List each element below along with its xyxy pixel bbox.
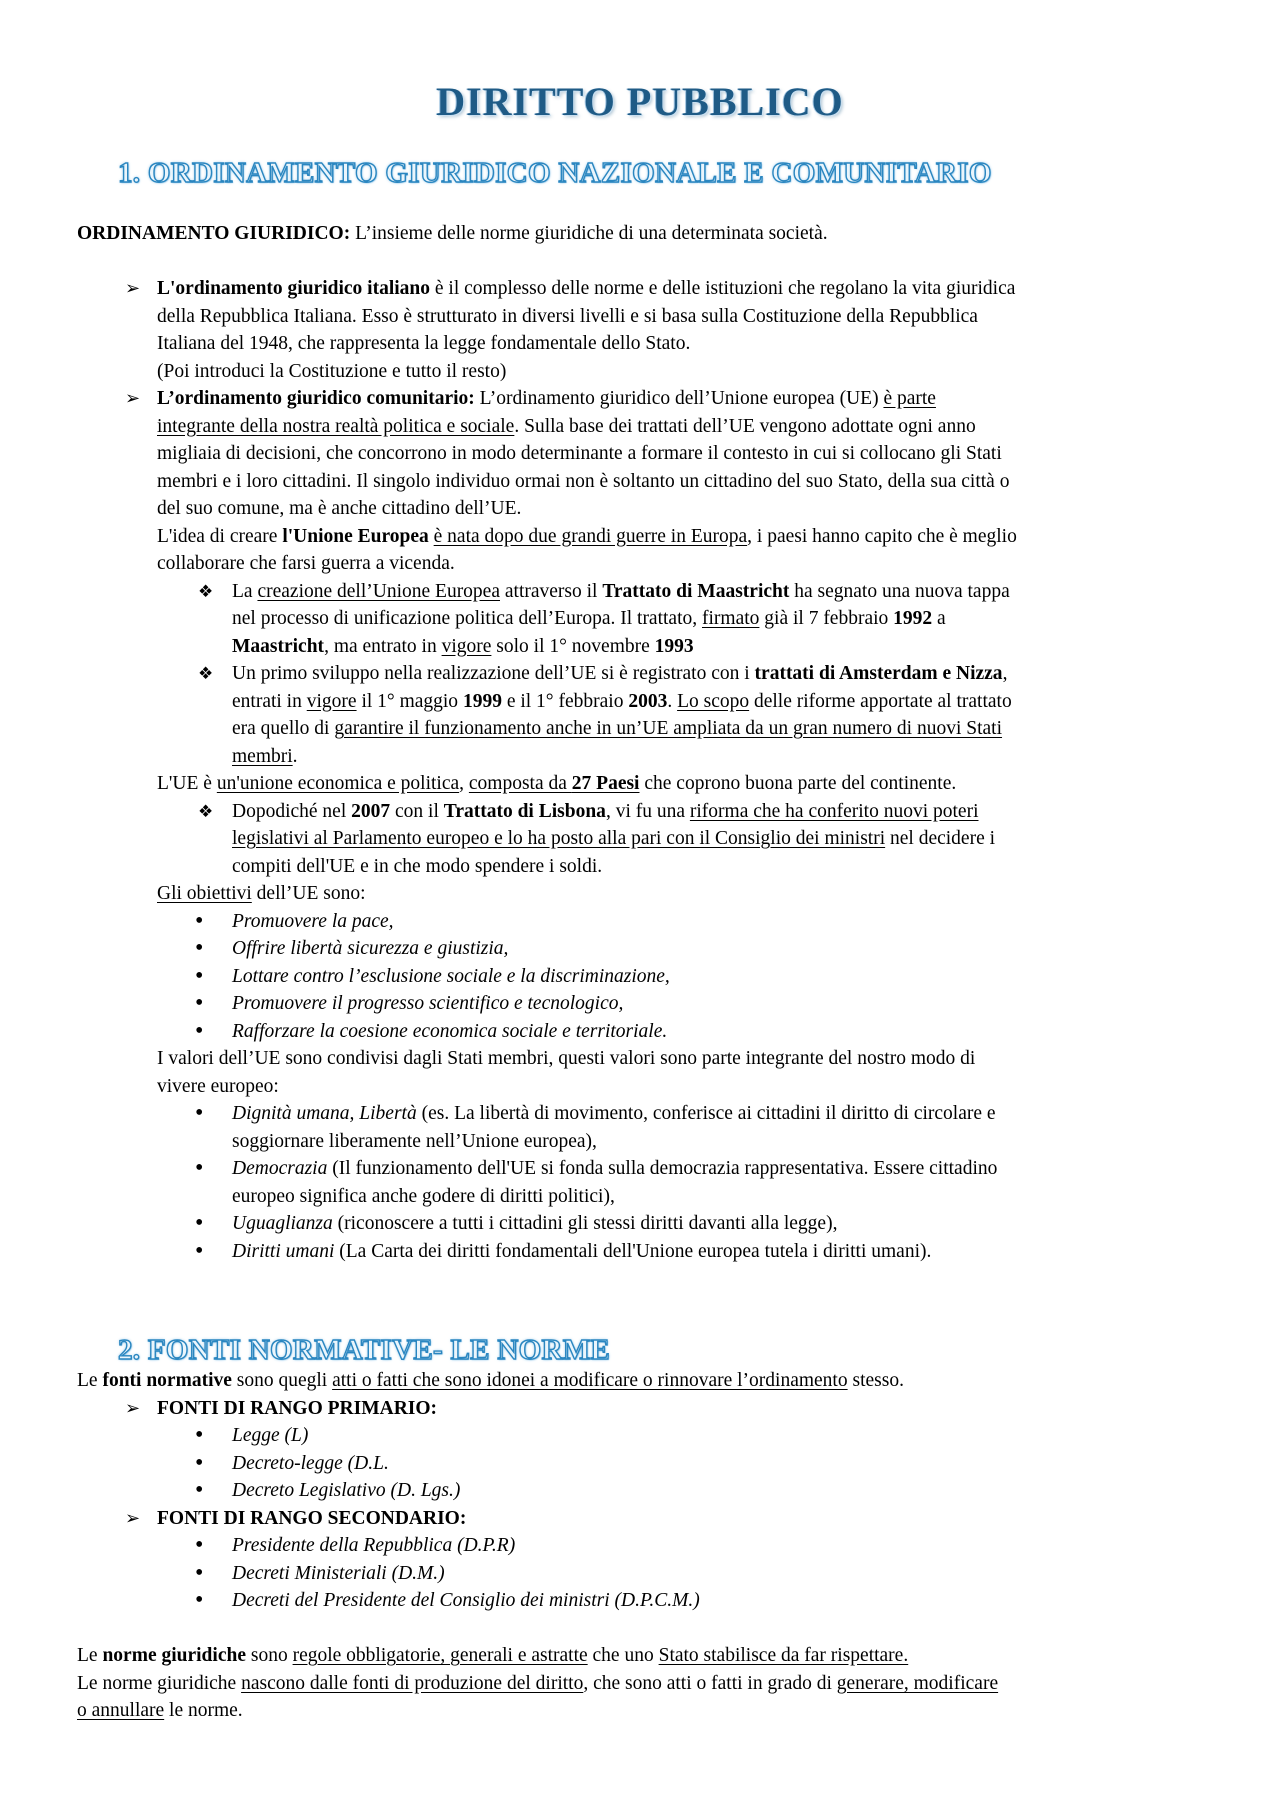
arrow-bullet-icon: ➢	[125, 388, 141, 408]
arrow-bullet-icon: ➢	[125, 1397, 141, 1418]
bullet-italian-order: ➢ L'ordinamento giuridico italiano è il complesso delle norme e delle istituzioni che regolano la vita giuridica	[77, 275, 1227, 303]
definition-line: ORDINAMENTO GIURIDICO: L’insieme delle norme giuridiche di una determinata società.	[77, 223, 828, 244]
primary-sources-label: ➢ FONTI DI RANGO PRIMARIO:	[77, 1395, 1227, 1423]
list-item: • Rafforzare la coesione economica sociale e territoriale.	[195, 1017, 668, 1044]
bullet-dot-icon: •	[195, 1559, 204, 1586]
bullet-amsterdam-nizza: ❖ Un primo sviluppo nella realizzazione dell’UE si è registrato con i trattati di Amsterdam e Nizza,	[77, 660, 1227, 688]
list-item: • Diritti umani (La Carta dei diritti fondamentali dell'Unione europea tutela i diritti umani).	[195, 1237, 932, 1264]
list-item: • Presidente della Repubblica (D.P.R)	[195, 1532, 516, 1558]
bullet-dot-icon: •	[195, 1017, 204, 1044]
bullet-maastricht: ❖ La creazione dell’Unione Europea attraverso il Trattato di Maastricht ha segnato una nuova tappa	[77, 578, 1227, 606]
list-item: • Decreti Ministeriali (D.M.)	[195, 1559, 445, 1586]
arrow-bullet-icon: ➢	[125, 278, 141, 298]
bullet-dot-icon: •	[195, 1210, 204, 1236]
bullet-dot-icon: •	[195, 1100, 204, 1126]
bullet-dot-icon: •	[195, 935, 204, 961]
list-item: • Decreto Legislativo (D. Lgs.)	[195, 1477, 461, 1503]
list-item: • Decreto-legge (D.L.	[195, 1449, 389, 1476]
list-item: • Promuovere la pace,	[195, 907, 394, 934]
list-item: • Decreti del Presidente del Consiglio dei ministri (D.P.C.M.)	[195, 1587, 700, 1613]
bullet-dot-icon: •	[195, 1477, 204, 1503]
bullet-dot-icon: •	[195, 1532, 204, 1558]
norms-definition: Le norme giuridiche sono regole obbligatorie, generali e astratte che uno Stato stabilisce da far rispettare.	[77, 1645, 909, 1666]
list-item: • Lottare contro l’esclusione sociale e la discriminazione,	[195, 962, 670, 989]
bullet-dot-icon: •	[195, 1422, 204, 1448]
objectives-intro: Gli obiettivi dell’UE sono:	[157, 883, 366, 904]
bullet-dot-icon: •	[195, 1237, 204, 1264]
bullet-dot-icon: •	[195, 962, 204, 989]
diamond-bullet-icon: ❖	[198, 664, 214, 683]
section-1-heading: 1. ORDINAMENTO GIURIDICO NAZIONALE E COMUNITARIO	[118, 157, 992, 189]
bullet-lisbona: ❖ Dopodiché nel 2007 con il Trattato di Lisbona, vi fu una riforma che ha conferito nuovi poteri	[77, 798, 1227, 826]
bullet-dot-icon: •	[195, 1449, 204, 1476]
bullet-community-order: ➢ L’ordinamento giuridico comunitario: L’ordinamento giuridico dell’Unione europea (UE) è parte	[77, 385, 1227, 413]
bullet-dot-icon: •	[195, 990, 204, 1016]
diamond-bullet-icon: ❖	[198, 801, 214, 821]
section-1-body: ORDINAMENTO GIURIDICO: L’insieme delle norme giuridiche di una determinata società. ➢ L'ordinamento giuridico italiano è il complesso delle norme e delle istituzioni che regolano la vita giuridica della Repubblica Italiana. Esso è strutturato in diversi livelli e si basa sulla Costituzione della Repubblica Italiana del 1948, che rappresenta la legge fondamentale dello Stato. (Poi introduci la Costituzione e tutto il resto) ➢ L’ordinamento giuridico comunitario: L’ordinamento giuridico dell’Unione europea (UE) è parte integrante della nostra realtà politica e sociale. Sulla base dei trattati dell’UE vengono adottate ogni anno migliaia di decisioni, che concorrono in modo determinante a formare il contesto in cui si collocano gli Stati membri e i loro cittadini. Il singolo individuo ormai non è soltanto un cittadino del suo Stato, della sua città o del suo comune, ma è anche cittadino dell’UE. L'idea di creare l'Unione Europea è nata dopo due grandi guerre in Europa, i paesi hanno capito che è meglio collaborare che farsi guerra a vicenda. ❖ La creazione dell’Unione Europea attraverso il Trattato di Maastricht ha segnato una nuova tappa nel processo di unificazione politica dell’Europa. Il trattato, firmato già il 7 febbraio 1992 a Maastricht, ma entrato in vigore solo il 1° novembre 1993 ❖ Un primo sviluppo nella realizzazione dell’UE si è registrato con i trattati di Amsterdam e Nizza, entrati in vigore il 1° maggio 1999 e il 1° febbraio 2003. Lo scopo delle riforme apportate al trattato era quello di garantire il funzionamento anche in un’UE ampliata da un gran numero di nuovi Stati membri. L'UE è un'unione economica e politica, composta da 27 Paesi che coprono buona parte del continente. ❖ Dopodiché nel 2007 con il Trattato di Lisbona, vi fu una riforma che ha conferito nuovi poteri legislativi al Parlamento europeo e lo ha posto alla pari con il Consiglio dei ministri nel decidere i compiti dell'UE e in che modo spendere i soldi. Gli obiettivi dell’UE sono: • Promuovere la pace, • Offrire libertà sicurezza e giustizia, • Lottare contro l’esclusione sociale e la discriminazione, • Promuovere il progresso scientifico e tecnologico, • Rafforzare la coesione economica sociale e territoriale. I valori dell’UE sono condivisi dagli Stati membri, questi valori sono parte integrante del nostro modo di vivere europeo: • Dignità umana, Libertà (es. La libertà di movimento, conferisce ai cittadini il diritto di circolare e soggiornare liberamente nell’Unione europea), • Democrazia (Il funzionamento dell'UE si fonda sulla democrazia rappresentativa. Essere cittadino europeo significa anche godere di diritti politici), • Uguaglianza (riconoscere a tutti i cittadini gli stessi diritti davanti alla legge), • Diritti umani (La Carta dei diritti fondamentali dell'Unione europea tutela i diritti umani).	[77, 220, 1227, 1265]
list-item: • Legge (L)	[195, 1422, 309, 1448]
sources-definition: Le fonti normative sono quegli atti o fatti che sono idonei a modificare o rinnovare l’ordinamento stesso.	[77, 1370, 904, 1391]
bullet-dot-icon: •	[195, 1155, 204, 1181]
bullet-dot-icon: •	[195, 1587, 204, 1613]
section-2-heading: 2. FONTI NORMATIVE- LE NORME	[118, 1334, 611, 1366]
list-item: • Democrazia (Il funzionamento dell'UE si fonda sulla democrazia rappresentativa. Essere cittadino	[195, 1155, 998, 1181]
list-item: • Dignità umana, Libertà (es. La libertà di movimento, conferisce ai cittadini il diritto di circolare e	[195, 1100, 996, 1126]
page-title: DIRITTO PUBBLICO	[436, 79, 844, 124]
eu-composition-line: L'UE è un'unione economica e politica, composta da 27 Paesi che coprono buona parte del continente.	[157, 773, 957, 794]
arrow-bullet-icon: ➢	[125, 1507, 141, 1528]
norms-origin: Le norme giuridiche nascono dalle fonti di produzione del diritto, che sono atti o fatti in grado di generare, modificare	[77, 1672, 999, 1694]
section-2-body: Le fonti normative sono quegli atti o fatti che sono idonei a modificare o rinnovare l’ordinamento stesso. ➢ FONTI DI RANGO PRIMARIO: • Legge (L) • Decreto-legge (D.L. • Decreto Legislativo (D. Lgs.) ➢ FONTI DI RANGO SECONDARIO: • Presidente della Repubblica (D.P.R) • Decreti Ministeriali (D.M.) • Decreti del Presidente del Consiglio dei ministri (D.P.C.M.) Le norme giuridiche sono regole obbligatorie, generali e astratte che uno Stato stabilisce da far rispettare. Le norme giuridiche nascono dalle fonti di produzione del diritto, che sono atti o fatti in grado di generare, modificare o annullare le norme.	[77, 1367, 1227, 1725]
definition-term: ORDINAMENTO GIURIDICO:	[77, 223, 351, 244]
secondary-sources-label: ➢ FONTI DI RANGO SECONDARIO:	[77, 1505, 1227, 1533]
diamond-bullet-icon: ❖	[198, 581, 214, 601]
bullet-dot-icon: •	[195, 907, 204, 934]
list-item: • Offrire libertà sicurezza e giustizia,	[195, 935, 509, 961]
list-item: • Uguaglianza (riconoscere a tutti i cittadini gli stessi diritti davanti alla legge),	[195, 1210, 838, 1236]
list-item: • Promuovere il progresso scientifico e tecnologico,	[195, 990, 624, 1016]
